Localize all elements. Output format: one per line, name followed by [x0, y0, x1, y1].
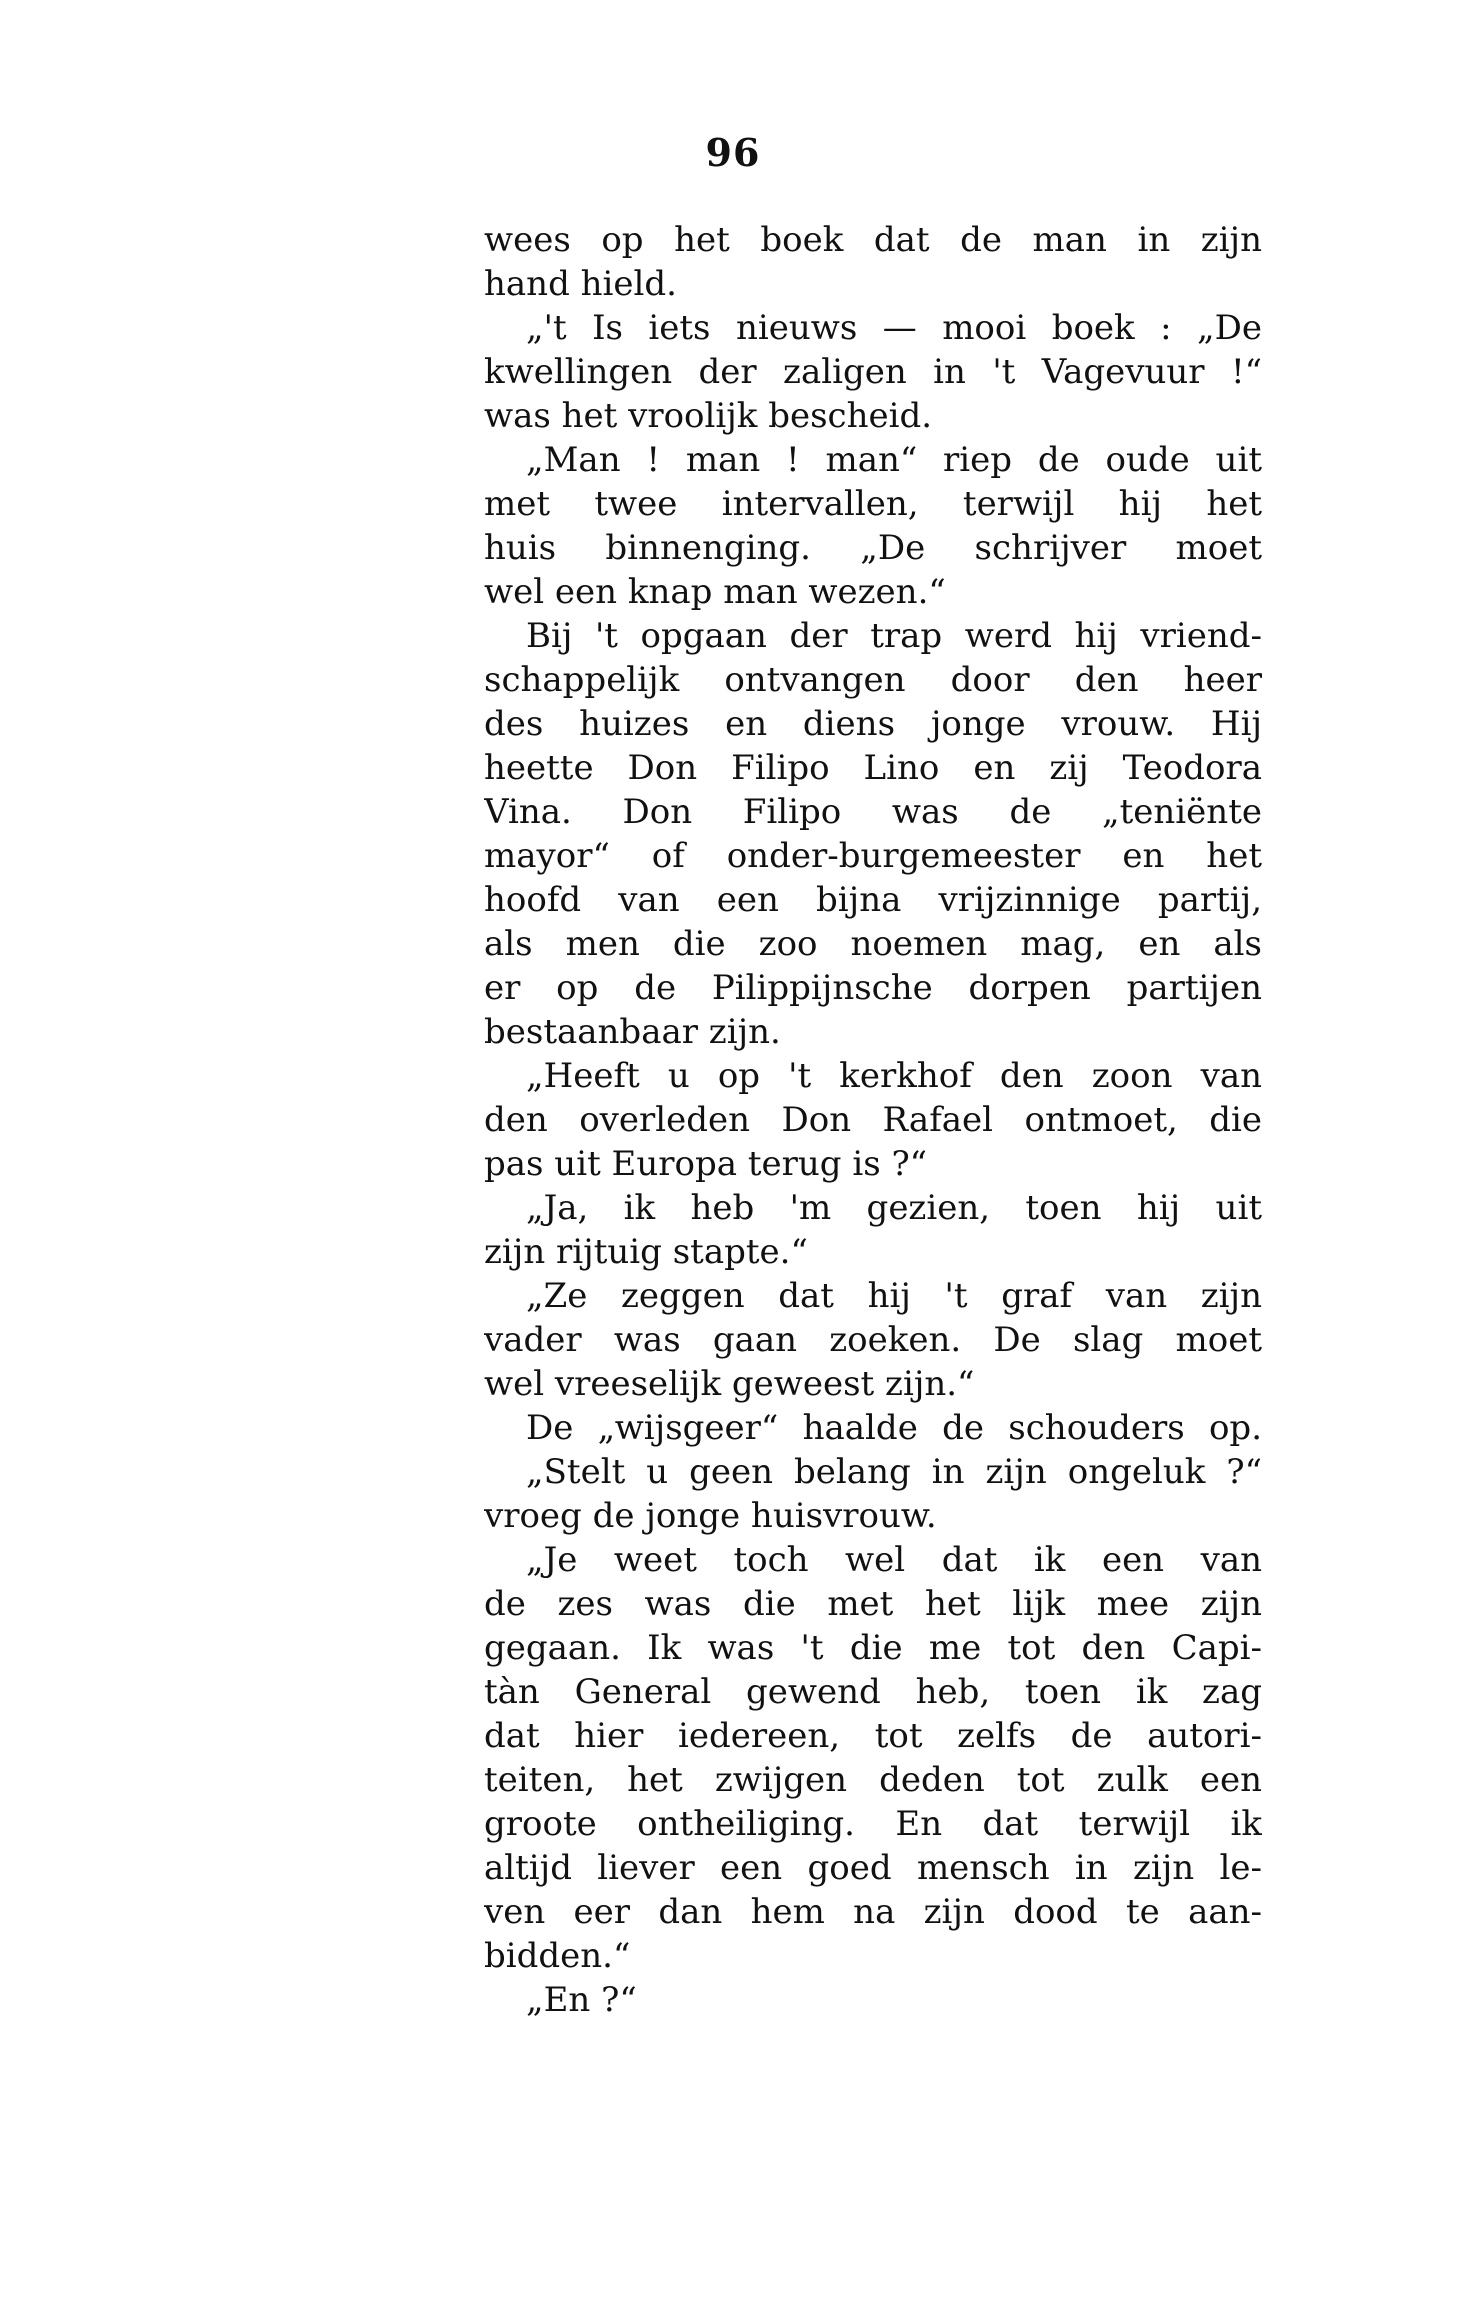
text-line: De „wijsgeer“ haalde de schouders op. [526, 1408, 1262, 1448]
text-line: wel een knap man wezen.“ [484, 572, 946, 612]
text-line: zijn rijtuig stapte.“ [484, 1232, 808, 1272]
text-line: vroeg de jonge huisvrouw. [484, 1496, 937, 1536]
text-line: ven eer dan hem na zijn dood te aan- [484, 1892, 1262, 1932]
text-line: huis binnenging. „De schrijver moet [484, 528, 1262, 568]
text-line: mayor“ of onder-burgemeester en het [484, 836, 1262, 876]
page-number: 96 [705, 130, 761, 175]
text-line: kwellingen der zaligen in 't Vagevuur !“ [484, 352, 1262, 392]
text-line: bestaanbaar zijn. [484, 1012, 781, 1052]
text-line: „Heeft u op 't kerkhof den zoon van [526, 1056, 1262, 1096]
text-line: Bij 't opgaan der trap werd hij vriend- [526, 616, 1262, 656]
text-line: „Ze zeggen dat hij 't graf van zijn [526, 1276, 1262, 1316]
text-line: „Ja, ik heb 'm gezien, toen hij uit [526, 1188, 1262, 1228]
text-line: tàn General gewend heb, toen ik zag [484, 1672, 1262, 1712]
text-line: den overleden Don Rafael ontmoet, die [484, 1100, 1262, 1140]
text-line: „Je weet toch wel dat ik een van [526, 1540, 1262, 1580]
text-line: de zes was die met het lijk mee zijn [484, 1584, 1262, 1624]
text-line: teiten, het zwijgen deden tot zulk een [484, 1760, 1262, 1800]
text-line: „Man ! man ! man“ riep de oude uit [526, 440, 1262, 480]
text-line: met twee intervallen, terwijl hij het [484, 484, 1262, 524]
text-line: altijd liever een goed mensch in zijn le- [484, 1848, 1262, 1888]
text-line: des huizes en diens jonge vrouw. Hij [484, 704, 1262, 744]
text-line: bidden.“ [484, 1936, 631, 1976]
text-line: was het vroolijk bescheid. [484, 396, 933, 436]
text-line: als men die zoo noemen mag, en als [484, 924, 1262, 964]
text-line: wel vreeselijk geweest zijn.“ [484, 1364, 975, 1404]
text-line: „En ?“ [526, 1980, 637, 2020]
text-line: vader was gaan zoeken. De slag moet [484, 1320, 1262, 1360]
text-line: pas uit Europa terug is ?“ [484, 1144, 928, 1184]
text-line: er op de Pilippijnsche dorpen partijen [484, 968, 1262, 1008]
text-line: schappelijk ontvangen door den heer [484, 660, 1262, 700]
text-line: hand hield. [484, 264, 677, 304]
body-text [484, 218, 1262, 2022]
text-line: „Stelt u geen belang in zijn ongeluk ?“ [526, 1452, 1262, 1492]
text-line: groote ontheiliging. En dat terwijl ik [484, 1804, 1262, 1844]
text-line: wees op het boek dat de man in zijn [484, 220, 1262, 260]
text-line: Vina. Don Filipo was de „teniënte [484, 792, 1262, 832]
text-line: dat hier iedereen, tot zelfs de autori- [484, 1716, 1262, 1756]
text-line: gegaan. Ik was 't die me tot den Capi- [484, 1628, 1262, 1668]
text-line: heette Don Filipo Lino en zij Teodora [484, 748, 1262, 788]
text-line: hoofd van een bijna vrijzinnige partij, [484, 880, 1262, 920]
text-line: „'t Is iets nieuws — mooi boek : „De [526, 308, 1262, 348]
